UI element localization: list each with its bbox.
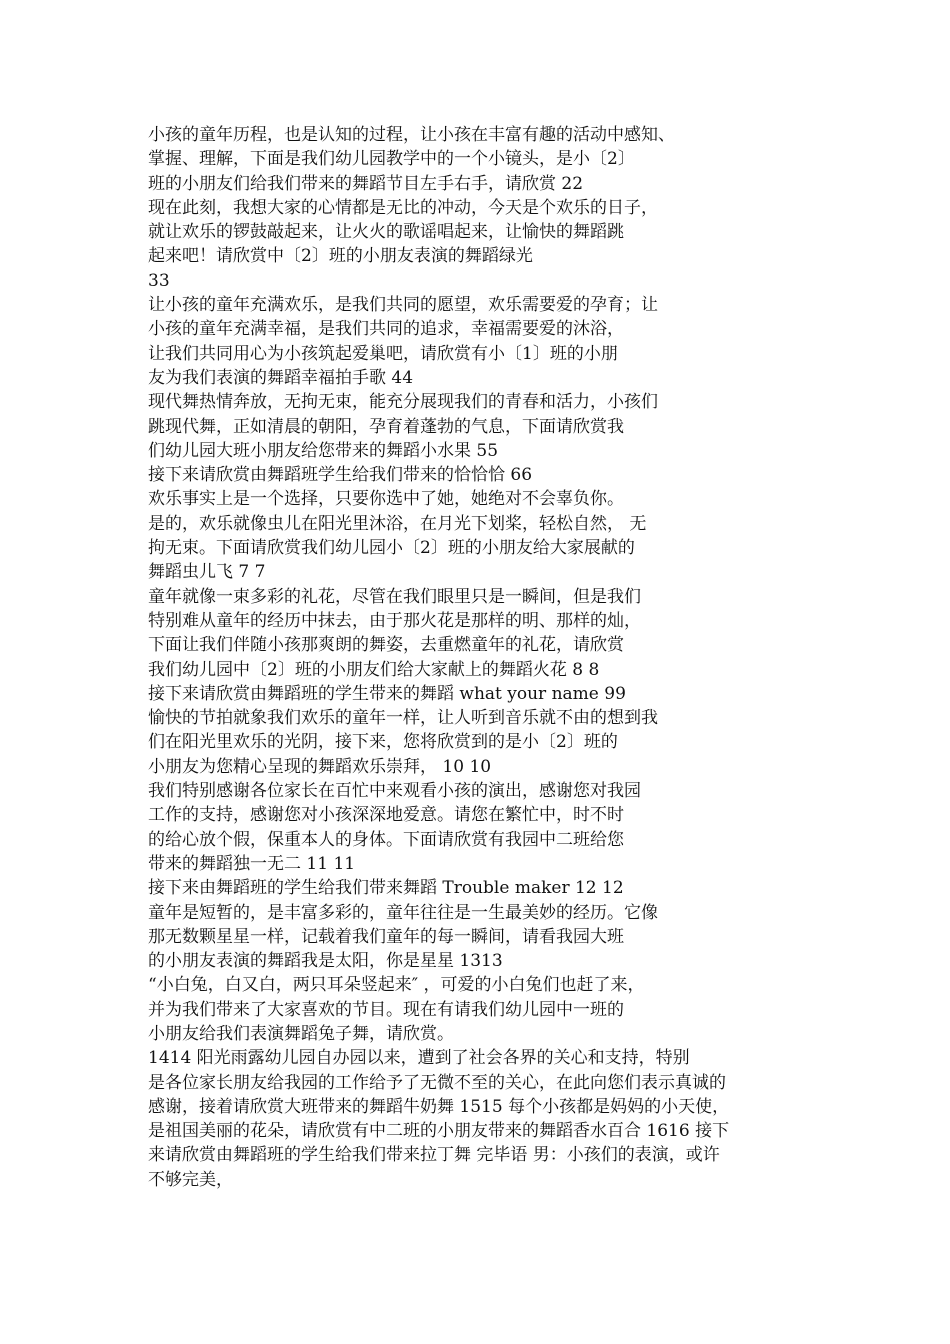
text-line: 童年是短暂的，是丰富多彩的，童年往往是一生最美妙的经历。它像 [148, 902, 658, 923]
text-line: 友为我们表演的舞蹈幸福拍手歌 44 [148, 367, 414, 388]
text-line: 小孩的童年充满幸福，是我们共同的追求，幸福需要爱的沐浴， [148, 319, 624, 340]
text-line: 我们幼儿园中〔2〕班的小朋友们给大家献上的舞蹈火花 8 8 [148, 659, 600, 680]
text-line: 现在此刻，我想大家的心情都是无比的冲动，今天是个欢乐的日子， [148, 197, 658, 218]
text-line: 我们特别感谢各位家长在百忙中来观看小孩的演出，感谢您对我园 [148, 781, 641, 802]
text-line: 是的，欢乐就像虫儿在阳光里沐浴，在月光下划桨，轻松自然， 无 [148, 513, 647, 534]
text-line: 接下来请欣赏由舞蹈班学生给我们带来的恰恰恰 66 [148, 465, 533, 486]
document-body [148, 123, 818, 1192]
text-line: 33 [148, 270, 170, 291]
text-line: 接下来由舞蹈班的学生给我们带来舞蹈 Trouble maker 12 12 [148, 878, 624, 899]
text-line: 下面让我们伴随小孩那爽朗的舞姿，去重燃童年的礼花，请欣赏 [148, 635, 624, 656]
text-line: 1414 阳光雨露幼儿园自办园以来，遭到了社会各界的关心和支持，特别 [148, 1048, 690, 1069]
text-line: 掌握、理解，下面是我们幼儿园教学中的一个小镜头，是小〔2〕 [148, 149, 635, 170]
text-line: 那无数颗星星一样，记载着我们童年的每一瞬间，请看我园大班 [148, 926, 624, 947]
text-line: 带来的舞蹈独一无二 11 11 [148, 853, 356, 874]
text-line: 班的小朋友们给我们带来的舞蹈节目左手右手，请欣赏 22 [148, 173, 584, 194]
text-line: 愉快的节拍就象我们欢乐的童年一样，让人听到音乐就不由的想到我 [148, 708, 658, 729]
text-line: 让我们共同用心为小孩筑起爱巢吧，请欣赏有小〔1〕班的小朋 [148, 343, 618, 364]
text-line: 拘无束。下面请欣赏我们幼儿园小〔2〕班的小朋友给大家展献的 [148, 538, 635, 559]
text-line: “小白兔，白又白，两只耳朵竖起来″ ，可爱的小白兔们也赶了来， [148, 975, 645, 996]
text-line: 特别难从童年的经历中抹去，由于那火花是那样的明、那样的灿， [148, 610, 641, 631]
text-line: 舞蹈虫儿飞 7 7 [148, 562, 266, 583]
text-line: 不够完美， [148, 1169, 233, 1190]
text-line: 是祖国美丽的花朵，请欣赏有中二班的小朋友带来的舞蹈香水百合 1616 接下 [148, 1121, 730, 1142]
text-line: 小朋友给我们表演舞蹈兔子舞，请欣赏。 [148, 1023, 454, 1044]
text-line: 是各位家长朋友给我园的工作给予了无微不至的关心，在此向您们表示真诚的 [148, 1072, 726, 1093]
text-line: 现代舞热情奔放，无拘无束，能充分展现我们的青春和活力，小孩们 [148, 392, 658, 413]
text-line: 们幼儿园大班小朋友给您带来的舞蹈小水果 55 [148, 440, 499, 461]
text-line: 小孩的童年历程，也是认知的过程，让小孩在丰富有趣的活动中感知、 [148, 125, 675, 145]
text-line: 接下来请欣赏由舞蹈班的学生带来的舞蹈 what your name 99 [148, 683, 626, 704]
text-line: 跳现代舞，正如清晨的朝阳，孕育着蓬勃的气息，下面请欣赏我 [148, 416, 624, 437]
text-line: 小朋友为您精心呈现的舞蹈欢乐崇拜， 10 10 [148, 756, 492, 777]
text-line: 欢乐事实上是一个选择，只要你选中了她，她绝对不会辜负你。 [148, 489, 624, 510]
text-line: 来请欣赏由舞蹈班的学生给我们带来拉丁舞 完毕语 男：小孩们的表演，或许 [148, 1145, 720, 1166]
text-line: 工作的支持，感谢您对小孩深深地爱意。请您在繁忙中，时不时 [148, 805, 624, 826]
text-line: 并为我们带来了大家喜欢的节目。现在有请我们幼儿园中一班的 [148, 999, 624, 1020]
text-line: 感谢，接着请欣赏大班带来的舞蹈牛奶舞 1515 每个小孩都是妈妈的小天使， [148, 1096, 730, 1117]
text-line: 的给心放个假，保重本人的身体。下面请欣赏有我园中二班给您 [148, 829, 624, 850]
text-line: 起来吧！请欣赏中〔2〕班的小朋友表演的舞蹈绿光 [148, 246, 533, 267]
text-line: 童年就像一束多彩的礼花，尽管在我们眼里只是一瞬间，但是我们 [148, 586, 641, 607]
text-line: 的小朋友表演的舞蹈我是太阳，你是星星 1313 [148, 951, 503, 972]
text-line: 就让欢乐的锣鼓敲起来，让火火的歌谣唱起来，让愉快的舞蹈跳 [148, 222, 624, 243]
text-line: 让小孩的童年充满欢乐，是我们共同的愿望，欢乐需要爱的孕育；让 [148, 295, 658, 316]
text-line: 们在阳光里欢乐的光阴，接下来，您将欣赏到的是小〔2〕班的 [148, 732, 618, 753]
